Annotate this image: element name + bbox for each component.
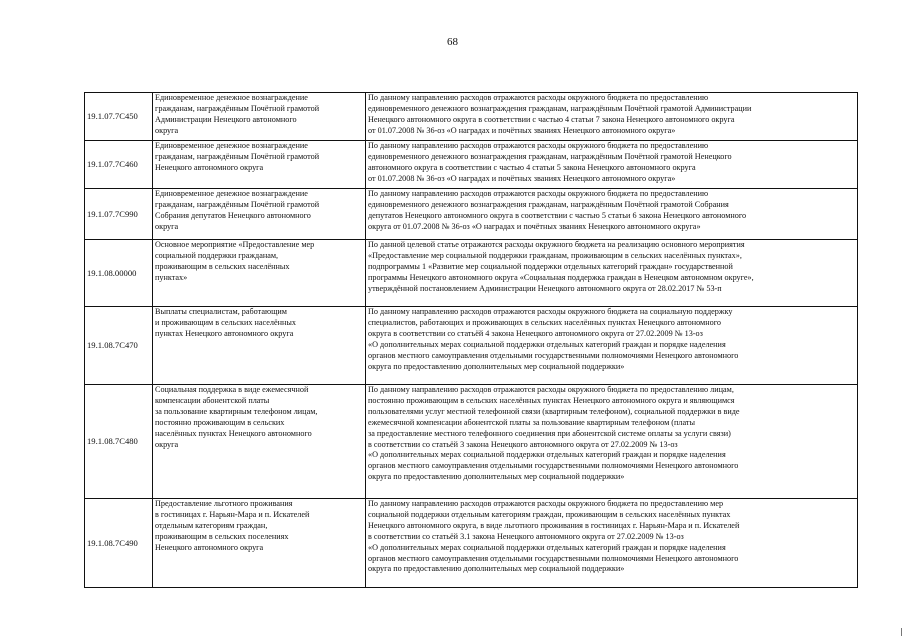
- expense-description-cell: По данному направлению расходов отражаются расходы окружного бюджета по предоставлению единовременного денежного вознаграждения гражданам, награждённым Почётной грамотой Ненецкого автономного округа в соответствии с частью 4 статьи 5 закона Ненецкого автономного округа от 01.07.2008 № 36-оз «О наградах и почётных званиях Ненецкого автономного округа»: [366, 141, 858, 189]
- table-row: [85, 240, 858, 307]
- target-code-cell: 19.1.08.7С470: [85, 307, 153, 385]
- table-row: [85, 189, 858, 240]
- expense-name-cell: Единовременное денежное вознаграждение гражданам, награждённым Почётной грамотой Ненецкого автономного округа: [153, 141, 366, 189]
- expense-description-cell: По данному направлению расходов отражаются расходы окружного бюджета по предоставлению единовременного денежного вознаграждения гражданам, награждённым Почётной грамотой Администрации Ненецкого автономного округа в соответствии с частью 4 статьи 7 закона Ненецкого автономного округа от 01.07.2008 № 36-оз «О наградах и почётных званиях Ненецкого автономного округа»: [366, 93, 858, 141]
- expense-description-cell: По данной целевой статье отражаются расходы окружного бюджета на реализацию основного мероприятия «Предоставление мер социальной поддержки гражданам, проживающим в сельских населённых пунктах», подпрограммы 1 «Развитие мер социальной поддержки отдельных категорий граждан» государственной программы Ненецкого автономного округа «Социальная поддержка граждан в Ненецком автономном округе», утверждённой постановлением Администрации Ненецкого автономного округа от 28.02.2017 № 53-п: [366, 240, 858, 307]
- target-code-cell: 19.1.07.7С450: [85, 93, 153, 141]
- expense-name-cell: Социальная поддержка в виде ежемесячной компенсации абонентской платы за пользование квартирным телефоном лицам, постоянно проживающим в сельских населённых пунктах Ненецкого автономного округа: [153, 385, 366, 499]
- target-code-cell: 19.1.08.7С490: [85, 499, 153, 588]
- table-row: [85, 499, 858, 588]
- expense-name-cell: Единовременное денежное вознаграждение гражданам, награждённым Почётной грамотой Собрания депутатов Ненецкого автономного округа: [153, 189, 366, 240]
- expense-name-cell: Единовременное денежное вознаграждение гражданам, награждённым Почётной грамотой Администрации Ненецкого автономного округа: [153, 93, 366, 141]
- expense-name-cell: Основное мероприятие «Предоставление мер социальной поддержки гражданам, проживающим в сельских населённых пунктах»: [153, 240, 366, 307]
- target-code-cell: 19.1.07.7С460: [85, 141, 153, 189]
- target-code-cell: 19.1.08.00000: [85, 240, 153, 307]
- expense-description-cell: По данному направлению расходов отражаются расходы окружного бюджета по предоставлению мер социальной поддержки отдельным категориям граждан, проживающим в сельских населённых пунктах Ненецкого автономного округа, в виде льготного проживания в гостиницах г. Нарьян-Мара и п. Искателей в соответствии со статьёй 3.1 закона Ненецкого автономного округа от 27.02.2009 № 13-оз «О дополнительных мерах социальной поддержки отдельных категорий граждан и порядке наделения органов местного самоуправления отдельными государственными полномочиями Ненецкого автономного округа по предоставлению дополнительных мер социальной поддержки»: [366, 499, 858, 588]
- expense-description-cell: По данному направлению расходов отражаются расходы окружного бюджета по предоставлению единовременного денежного вознаграждения гражданам, награждённым Почётной грамотой Собрания депутатов Ненецкого автономного округа в соответствии с частью 5 статьи 6 закона Ненецкого автономного округа от 01.07.2008 № 36-оз «О наградах и почётных званиях Ненецкого автономного округа»: [366, 189, 858, 240]
- table-row: [85, 385, 858, 499]
- expense-name-cell: Выплаты специалистам, работающим и проживающим в сельских населённых пунктах Ненецкого автономного округа: [153, 307, 366, 385]
- target-code-cell: 19.1.08.7С480: [85, 385, 153, 499]
- table-row: [85, 141, 858, 189]
- scan-margin-mark: [901, 628, 902, 636]
- table-row: [85, 93, 858, 141]
- target-code-cell: 19.1.07.7С990: [85, 189, 153, 240]
- expense-description-cell: По данному направлению расходов отражаются расходы окружного бюджета на социальную поддержку специалистов, работающих и проживающих в сельских населённых пунктах Ненецкого автономного округа в соответствии со статьёй 4 закона Ненецкого автономного округа от 27.02.2009 № 13-оз «О дополнительных мерах социальной поддержки отдельных категорий граждан и порядке наделения органов местного самоуправления отдельными государственными полномочиями Ненецкого автономного округа по предоставлению дополнительных мер социальной поддержки»: [366, 307, 858, 385]
- page-number: 68: [447, 36, 458, 48]
- expense-name-cell: Предоставление льготного проживания в гостиницах г. Нарьян-Мара и п. Искателей отдельным категориям граждан, проживающим в сельских поселениях Ненецкого автономного округа: [153, 499, 366, 588]
- expense-description-cell: По данному направлению расходов отражаются расходы окружного бюджета по предоставлению лицам, постоянно проживающим в сельских населённых пунктах Ненецкого автономного округа и являющимся пользователями услуг местной телефонной связи (квартирным телефоном), социальной поддержки в виде ежемесячной компенсации абонентской платы за пользование квартирным телефоном (платы за предоставление местного телефонного соединения при абонентской системе оплаты за услуги связи) в соответствии со статьёй 3 закона Ненецкого автономного округа от 27.02.2009 № 13-оз «О дополнительных мерах социальной поддержки отдельных категорий граждан и порядке наделения органов местного самоуправления отдельными государственными полномочиями Ненецкого автономного округа по предоставлению дополнительных мер социальной поддержки»: [366, 385, 858, 499]
- table-row: [85, 307, 858, 385]
- budget-classification-table: [84, 92, 858, 588]
